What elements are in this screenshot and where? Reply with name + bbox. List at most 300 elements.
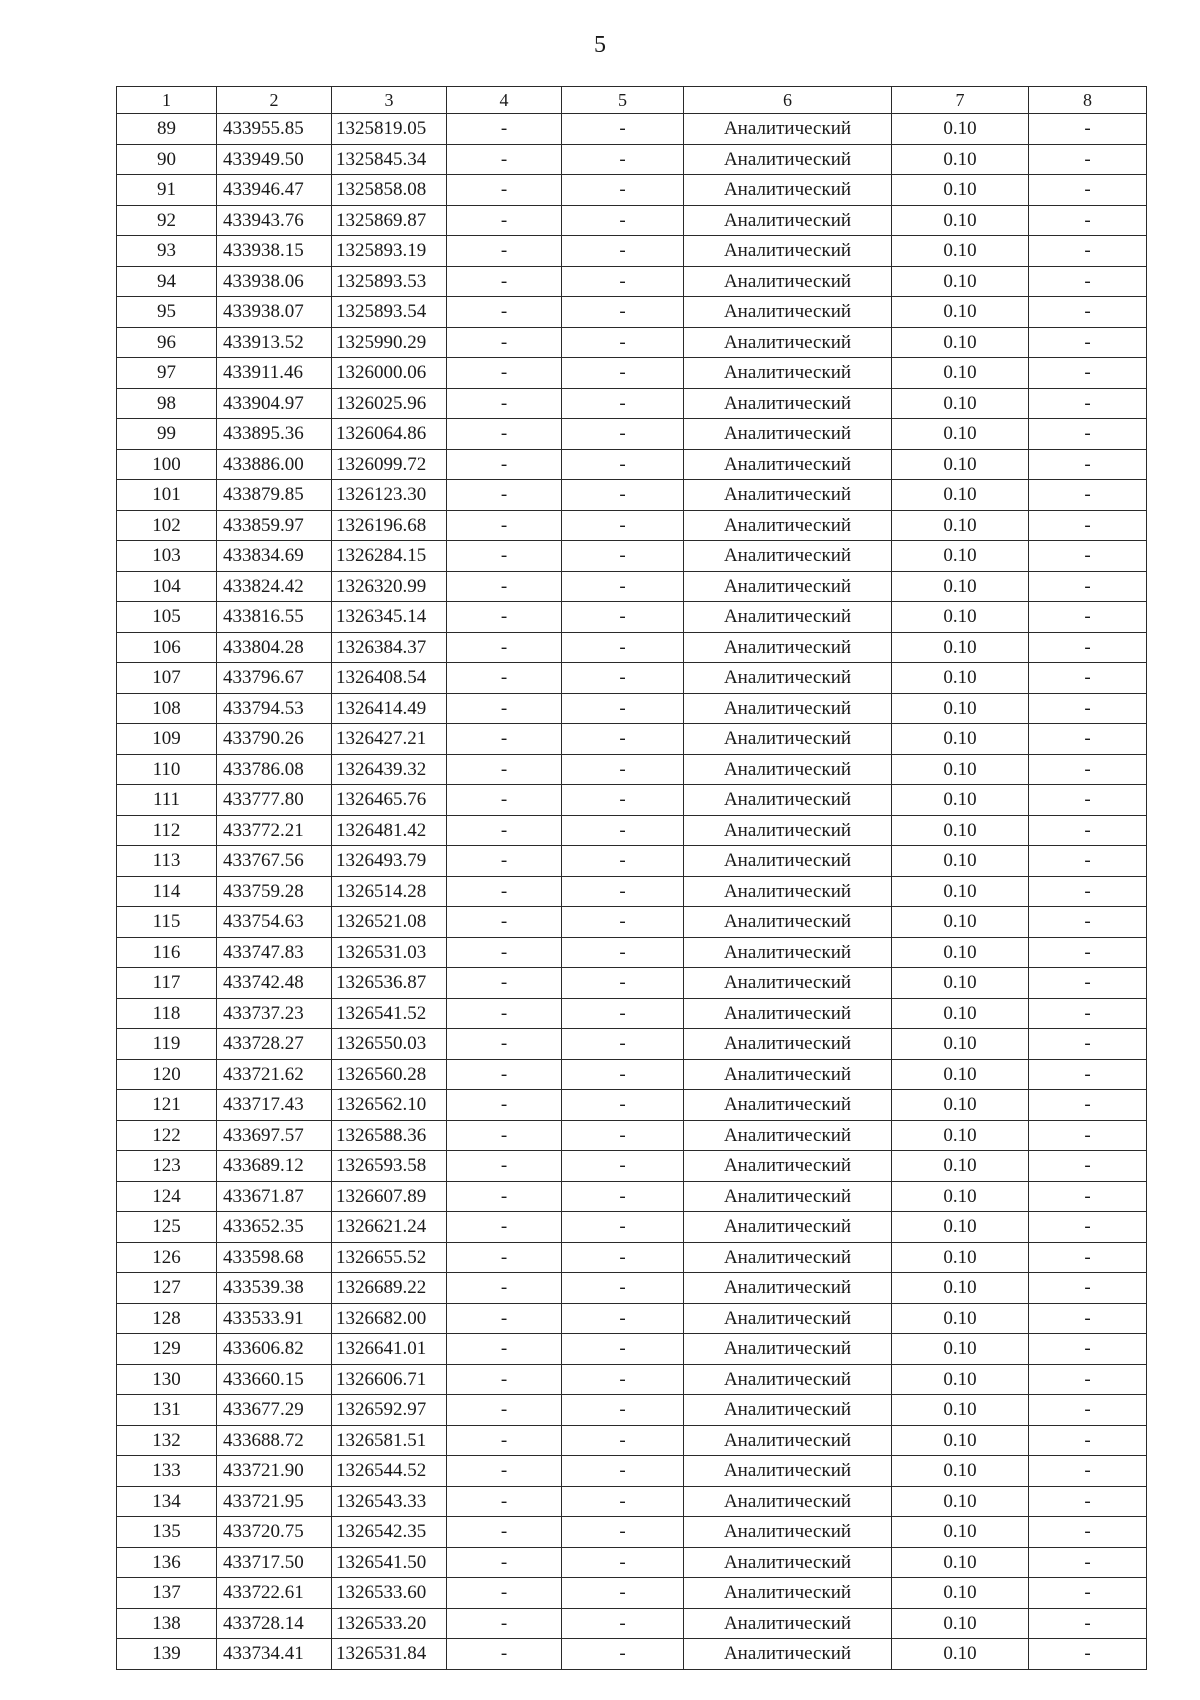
method-cell: Аналитический	[684, 1303, 892, 1334]
x-coordinate-cell: 433759.28	[217, 876, 332, 907]
accuracy-cell: 0.10	[892, 602, 1029, 633]
table-body	[117, 114, 1147, 1670]
table-row	[117, 754, 1147, 785]
point-number-cell: 132	[117, 1425, 217, 1456]
column-5-cell: -	[562, 1456, 684, 1487]
y-coordinate-cell: 1326533.20	[332, 1608, 447, 1639]
table-row	[117, 1517, 1147, 1548]
method-cell: Аналитический	[684, 1425, 892, 1456]
table-row	[117, 785, 1147, 816]
point-number-cell: 91	[117, 175, 217, 206]
column-5-cell: -	[562, 937, 684, 968]
table-row	[117, 1181, 1147, 1212]
table-row	[117, 846, 1147, 877]
method-cell: Аналитический	[684, 1334, 892, 1365]
x-coordinate-cell: 433772.21	[217, 815, 332, 846]
y-coordinate-cell: 1326531.84	[332, 1639, 447, 1670]
table-row	[117, 1303, 1147, 1334]
table-row	[117, 907, 1147, 938]
accuracy-cell: 0.10	[892, 510, 1029, 541]
table-row	[117, 1364, 1147, 1395]
y-coordinate-cell: 1326550.03	[332, 1029, 447, 1060]
y-coordinate-cell: 1326689.22	[332, 1273, 447, 1304]
point-number-cell: 110	[117, 754, 217, 785]
method-cell: Аналитический	[684, 1090, 892, 1121]
accuracy-cell: 0.10	[892, 1395, 1029, 1426]
accuracy-cell: 0.10	[892, 1334, 1029, 1365]
column-8-cell: -	[1029, 1517, 1147, 1548]
column-header: 1	[117, 87, 217, 114]
x-coordinate-cell: 433533.91	[217, 1303, 332, 1334]
column-4-cell: -	[447, 1151, 562, 1182]
y-coordinate-cell: 1326606.71	[332, 1364, 447, 1395]
point-number-cell: 106	[117, 632, 217, 663]
column-8-cell: -	[1029, 541, 1147, 572]
y-coordinate-cell: 1326099.72	[332, 449, 447, 480]
point-number-cell: 113	[117, 846, 217, 877]
method-cell: Аналитический	[684, 1151, 892, 1182]
y-coordinate-cell: 1325893.19	[332, 236, 447, 267]
column-5-cell: -	[562, 632, 684, 663]
x-coordinate-cell: 433859.97	[217, 510, 332, 541]
column-4-cell: -	[447, 236, 562, 267]
x-coordinate-cell: 433539.38	[217, 1273, 332, 1304]
table-row	[117, 693, 1147, 724]
y-coordinate-cell: 1326514.28	[332, 876, 447, 907]
point-number-cell: 128	[117, 1303, 217, 1334]
column-4-cell: -	[447, 1608, 562, 1639]
accuracy-cell: 0.10	[892, 480, 1029, 511]
method-cell: Аналитический	[684, 1578, 892, 1609]
column-5-cell: -	[562, 205, 684, 236]
x-coordinate-cell: 433728.27	[217, 1029, 332, 1060]
point-number-cell: 96	[117, 327, 217, 358]
method-cell: Аналитический	[684, 968, 892, 999]
column-4-cell: -	[447, 1395, 562, 1426]
accuracy-cell: 0.10	[892, 1456, 1029, 1487]
x-coordinate-cell: 433895.36	[217, 419, 332, 450]
accuracy-cell: 0.10	[892, 1151, 1029, 1182]
column-5-cell: -	[562, 693, 684, 724]
column-5-cell: -	[562, 1517, 684, 1548]
x-coordinate-cell: 433734.41	[217, 1639, 332, 1670]
column-4-cell: -	[447, 846, 562, 877]
column-8-cell: -	[1029, 1608, 1147, 1639]
point-number-cell: 115	[117, 907, 217, 938]
x-coordinate-cell: 433949.50	[217, 144, 332, 175]
column-4-cell: -	[447, 1578, 562, 1609]
accuracy-cell: 0.10	[892, 297, 1029, 328]
accuracy-cell: 0.10	[892, 1425, 1029, 1456]
point-number-cell: 131	[117, 1395, 217, 1426]
column-4-cell: -	[447, 175, 562, 206]
column-8-cell: -	[1029, 1334, 1147, 1365]
column-8-cell: -	[1029, 1151, 1147, 1182]
column-4-cell: -	[447, 510, 562, 541]
method-cell: Аналитический	[684, 937, 892, 968]
x-coordinate-cell: 433911.46	[217, 358, 332, 389]
column-5-cell: -	[562, 1273, 684, 1304]
method-cell: Аналитический	[684, 1639, 892, 1670]
y-coordinate-cell: 1325893.53	[332, 266, 447, 297]
method-cell: Аналитический	[684, 1212, 892, 1243]
y-coordinate-cell: 1325858.08	[332, 175, 447, 206]
point-number-cell: 97	[117, 358, 217, 389]
accuracy-cell: 0.10	[892, 1578, 1029, 1609]
y-coordinate-cell: 1326320.99	[332, 571, 447, 602]
x-coordinate-cell: 433606.82	[217, 1334, 332, 1365]
x-coordinate-cell: 433721.90	[217, 1456, 332, 1487]
y-coordinate-cell: 1326541.50	[332, 1547, 447, 1578]
column-4-cell: -	[447, 998, 562, 1029]
accuracy-cell: 0.10	[892, 1059, 1029, 1090]
column-4-cell: -	[447, 1517, 562, 1548]
method-cell: Аналитический	[684, 907, 892, 938]
column-5-cell: -	[562, 968, 684, 999]
accuracy-cell: 0.10	[892, 632, 1029, 663]
x-coordinate-cell: 433754.63	[217, 907, 332, 938]
y-coordinate-cell: 1326123.30	[332, 480, 447, 511]
column-5-cell: -	[562, 297, 684, 328]
column-8-cell: -	[1029, 1547, 1147, 1578]
table-row	[117, 1456, 1147, 1487]
table-row	[117, 998, 1147, 1029]
column-8-cell: -	[1029, 693, 1147, 724]
column-8-cell: -	[1029, 876, 1147, 907]
accuracy-cell: 0.10	[892, 1486, 1029, 1517]
point-number-cell: 94	[117, 266, 217, 297]
accuracy-cell: 0.10	[892, 1517, 1029, 1548]
method-cell: Аналитический	[684, 327, 892, 358]
point-number-cell: 105	[117, 602, 217, 633]
column-4-cell: -	[447, 1425, 562, 1456]
column-4-cell: -	[447, 571, 562, 602]
column-8-cell: -	[1029, 327, 1147, 358]
column-header: 3	[332, 87, 447, 114]
table-row	[117, 724, 1147, 755]
column-4-cell: -	[447, 419, 562, 450]
column-5-cell: -	[562, 1151, 684, 1182]
table-row	[117, 968, 1147, 999]
method-cell: Аналитический	[684, 632, 892, 663]
column-4-cell: -	[447, 266, 562, 297]
point-number-cell: 114	[117, 876, 217, 907]
column-header: 7	[892, 87, 1029, 114]
column-header: 4	[447, 87, 562, 114]
x-coordinate-cell: 433728.14	[217, 1608, 332, 1639]
column-8-cell: -	[1029, 1578, 1147, 1609]
method-cell: Аналитический	[684, 724, 892, 755]
y-coordinate-cell: 1326592.97	[332, 1395, 447, 1426]
accuracy-cell: 0.10	[892, 998, 1029, 1029]
column-header: 6	[684, 87, 892, 114]
column-4-cell: -	[447, 205, 562, 236]
column-4-cell: -	[447, 388, 562, 419]
point-number-cell: 126	[117, 1242, 217, 1273]
column-5-cell: -	[562, 1120, 684, 1151]
y-coordinate-cell: 1326000.06	[332, 358, 447, 389]
column-4-cell: -	[447, 1334, 562, 1365]
method-cell: Аналитический	[684, 510, 892, 541]
column-8-cell: -	[1029, 1364, 1147, 1395]
method-cell: Аналитический	[684, 876, 892, 907]
x-coordinate-cell: 433717.50	[217, 1547, 332, 1578]
column-8-cell: -	[1029, 114, 1147, 145]
point-number-cell: 111	[117, 785, 217, 816]
column-5-cell: -	[562, 510, 684, 541]
y-coordinate-cell: 1326465.76	[332, 785, 447, 816]
table-row	[117, 1212, 1147, 1243]
table-row	[117, 632, 1147, 663]
column-8-cell: -	[1029, 419, 1147, 450]
column-8-cell: -	[1029, 1120, 1147, 1151]
table-row	[117, 1395, 1147, 1426]
x-coordinate-cell: 433904.97	[217, 388, 332, 419]
point-number-cell: 119	[117, 1029, 217, 1060]
column-5-cell: -	[562, 327, 684, 358]
x-coordinate-cell: 433816.55	[217, 602, 332, 633]
point-number-cell: 136	[117, 1547, 217, 1578]
x-coordinate-cell: 433652.35	[217, 1212, 332, 1243]
column-5-cell: -	[562, 1608, 684, 1639]
column-8-cell: -	[1029, 1181, 1147, 1212]
x-coordinate-cell: 433671.87	[217, 1181, 332, 1212]
method-cell: Аналитический	[684, 571, 892, 602]
x-coordinate-cell: 433677.29	[217, 1395, 332, 1426]
column-4-cell: -	[447, 754, 562, 785]
column-8-cell: -	[1029, 1090, 1147, 1121]
point-number-cell: 137	[117, 1578, 217, 1609]
method-cell: Аналитический	[684, 297, 892, 328]
column-4-cell: -	[447, 1181, 562, 1212]
column-5-cell: -	[562, 1364, 684, 1395]
point-number-cell: 92	[117, 205, 217, 236]
column-4-cell: -	[447, 693, 562, 724]
accuracy-cell: 0.10	[892, 937, 1029, 968]
y-coordinate-cell: 1326544.52	[332, 1456, 447, 1487]
method-cell: Аналитический	[684, 663, 892, 694]
column-5-cell: -	[562, 785, 684, 816]
table-row	[117, 1639, 1147, 1670]
method-cell: Аналитический	[684, 1059, 892, 1090]
accuracy-cell: 0.10	[892, 693, 1029, 724]
accuracy-cell: 0.10	[892, 968, 1029, 999]
column-8-cell: -	[1029, 266, 1147, 297]
column-8-cell: -	[1029, 1273, 1147, 1304]
accuracy-cell: 0.10	[892, 1547, 1029, 1578]
y-coordinate-cell: 1326414.49	[332, 693, 447, 724]
column-5-cell: -	[562, 358, 684, 389]
point-number-cell: 116	[117, 937, 217, 968]
column-5-cell: -	[562, 663, 684, 694]
method-cell: Аналитический	[684, 754, 892, 785]
y-coordinate-cell: 1326427.21	[332, 724, 447, 755]
column-5-cell: -	[562, 1334, 684, 1365]
x-coordinate-cell: 433804.28	[217, 632, 332, 663]
accuracy-cell: 0.10	[892, 1120, 1029, 1151]
y-coordinate-cell: 1326641.01	[332, 1334, 447, 1365]
column-4-cell: -	[447, 1212, 562, 1243]
point-number-cell: 130	[117, 1364, 217, 1395]
column-4-cell: -	[447, 1364, 562, 1395]
column-5-cell: -	[562, 449, 684, 480]
x-coordinate-cell: 433721.95	[217, 1486, 332, 1517]
accuracy-cell: 0.10	[892, 327, 1029, 358]
column-4-cell: -	[447, 1486, 562, 1517]
column-5-cell: -	[562, 1578, 684, 1609]
table-row	[117, 663, 1147, 694]
x-coordinate-cell: 433722.61	[217, 1578, 332, 1609]
column-5-cell: -	[562, 388, 684, 419]
table-row	[117, 266, 1147, 297]
table-row	[117, 510, 1147, 541]
column-8-cell: -	[1029, 754, 1147, 785]
method-cell: Аналитический	[684, 1456, 892, 1487]
point-number-cell: 98	[117, 388, 217, 419]
column-4-cell: -	[447, 1090, 562, 1121]
point-number-cell: 139	[117, 1639, 217, 1670]
method-cell: Аналитический	[684, 1608, 892, 1639]
column-5-cell: -	[562, 1029, 684, 1060]
accuracy-cell: 0.10	[892, 571, 1029, 602]
point-number-cell: 90	[117, 144, 217, 175]
accuracy-cell: 0.10	[892, 144, 1029, 175]
table-row	[117, 1547, 1147, 1578]
point-number-cell: 99	[117, 419, 217, 450]
column-4-cell: -	[447, 785, 562, 816]
y-coordinate-cell: 1325845.34	[332, 144, 447, 175]
column-4-cell: -	[447, 327, 562, 358]
column-5-cell: -	[562, 1212, 684, 1243]
accuracy-cell: 0.10	[892, 236, 1029, 267]
method-cell: Аналитический	[684, 1120, 892, 1151]
table-row	[117, 937, 1147, 968]
table-row	[117, 236, 1147, 267]
column-5-cell: -	[562, 419, 684, 450]
method-cell: Аналитический	[684, 358, 892, 389]
x-coordinate-cell: 433946.47	[217, 175, 332, 206]
column-8-cell: -	[1029, 175, 1147, 206]
accuracy-cell: 0.10	[892, 1029, 1029, 1060]
y-coordinate-cell: 1325990.29	[332, 327, 447, 358]
accuracy-cell: 0.10	[892, 1181, 1029, 1212]
accuracy-cell: 0.10	[892, 114, 1029, 145]
x-coordinate-cell: 433886.00	[217, 449, 332, 480]
method-cell: Аналитический	[684, 693, 892, 724]
column-8-cell: -	[1029, 205, 1147, 236]
y-coordinate-cell: 1325869.87	[332, 205, 447, 236]
column-5-cell: -	[562, 541, 684, 572]
point-number-cell: 103	[117, 541, 217, 572]
y-coordinate-cell: 1325893.54	[332, 297, 447, 328]
y-coordinate-cell: 1326536.87	[332, 968, 447, 999]
column-5-cell: -	[562, 724, 684, 755]
y-coordinate-cell: 1326588.36	[332, 1120, 447, 1151]
accuracy-cell: 0.10	[892, 419, 1029, 450]
column-8-cell: -	[1029, 510, 1147, 541]
method-cell: Аналитический	[684, 144, 892, 175]
method-cell: Аналитический	[684, 1547, 892, 1578]
y-coordinate-cell: 1325819.05	[332, 114, 447, 145]
column-8-cell: -	[1029, 388, 1147, 419]
column-5-cell: -	[562, 815, 684, 846]
accuracy-cell: 0.10	[892, 1242, 1029, 1273]
accuracy-cell: 0.10	[892, 785, 1029, 816]
x-coordinate-cell: 433938.06	[217, 266, 332, 297]
method-cell: Аналитический	[684, 541, 892, 572]
y-coordinate-cell: 1326481.42	[332, 815, 447, 846]
table-row	[117, 297, 1147, 328]
column-header: 2	[217, 87, 332, 114]
x-coordinate-cell: 433717.43	[217, 1090, 332, 1121]
x-coordinate-cell: 433697.57	[217, 1120, 332, 1151]
accuracy-cell: 0.10	[892, 846, 1029, 877]
point-number-cell: 107	[117, 663, 217, 694]
y-coordinate-cell: 1326025.96	[332, 388, 447, 419]
point-number-cell: 123	[117, 1151, 217, 1182]
column-4-cell: -	[447, 937, 562, 968]
table-row	[117, 1059, 1147, 1090]
x-coordinate-cell: 433747.83	[217, 937, 332, 968]
y-coordinate-cell: 1326655.52	[332, 1242, 447, 1273]
column-4-cell: -	[447, 1639, 562, 1670]
method-cell: Аналитический	[684, 1395, 892, 1426]
x-coordinate-cell: 433721.62	[217, 1059, 332, 1090]
column-4-cell: -	[447, 632, 562, 663]
point-number-cell: 102	[117, 510, 217, 541]
column-5-cell: -	[562, 236, 684, 267]
column-8-cell: -	[1029, 724, 1147, 755]
column-5-cell: -	[562, 602, 684, 633]
table-row	[117, 144, 1147, 175]
method-cell: Аналитический	[684, 1273, 892, 1304]
x-coordinate-cell: 433943.76	[217, 205, 332, 236]
table-row	[117, 419, 1147, 450]
column-8-cell: -	[1029, 663, 1147, 694]
x-coordinate-cell: 433790.26	[217, 724, 332, 755]
column-5-cell: -	[562, 571, 684, 602]
x-coordinate-cell: 433913.52	[217, 327, 332, 358]
column-8-cell: -	[1029, 602, 1147, 633]
accuracy-cell: 0.10	[892, 449, 1029, 480]
y-coordinate-cell: 1326621.24	[332, 1212, 447, 1243]
point-number-cell: 127	[117, 1273, 217, 1304]
column-5-cell: -	[562, 1303, 684, 1334]
column-5-cell: -	[562, 1486, 684, 1517]
column-5-cell: -	[562, 907, 684, 938]
point-number-cell: 109	[117, 724, 217, 755]
column-5-cell: -	[562, 1547, 684, 1578]
page-number: 5	[594, 32, 606, 58]
x-coordinate-cell: 433938.07	[217, 297, 332, 328]
accuracy-cell: 0.10	[892, 876, 1029, 907]
accuracy-cell: 0.10	[892, 358, 1029, 389]
point-number-cell: 138	[117, 1608, 217, 1639]
column-4-cell: -	[447, 480, 562, 511]
column-4-cell: -	[447, 358, 562, 389]
column-4-cell: -	[447, 297, 562, 328]
accuracy-cell: 0.10	[892, 724, 1029, 755]
accuracy-cell: 0.10	[892, 1090, 1029, 1121]
x-coordinate-cell: 433767.56	[217, 846, 332, 877]
table-row	[117, 1120, 1147, 1151]
method-cell: Аналитический	[684, 1181, 892, 1212]
column-4-cell: -	[447, 1059, 562, 1090]
column-4-cell: -	[447, 907, 562, 938]
table-row	[117, 876, 1147, 907]
coordinates-table	[116, 86, 1147, 1670]
column-5-cell: -	[562, 114, 684, 145]
